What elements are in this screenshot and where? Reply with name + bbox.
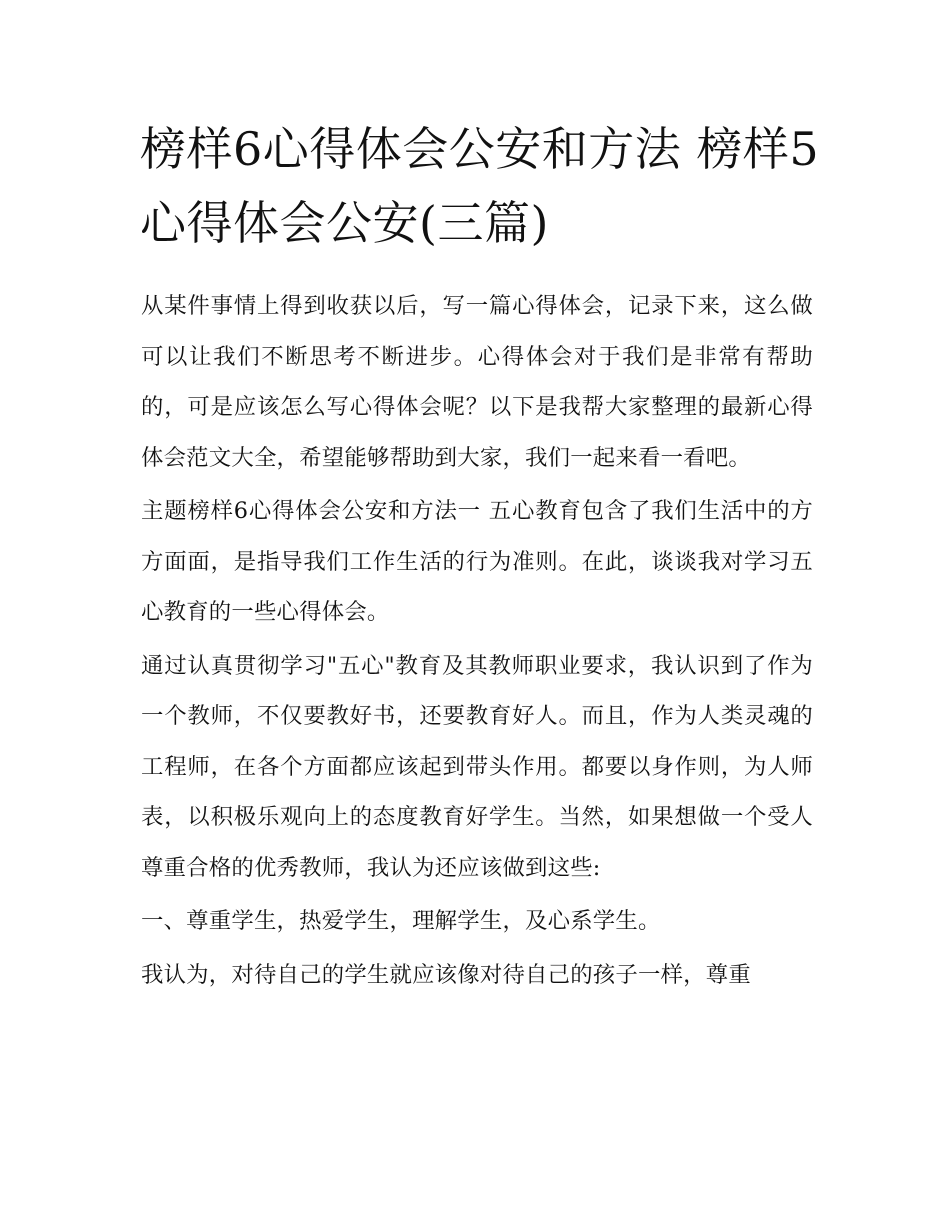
paragraph-point-one: 一、尊重学生，热爱学生，理解学生，及心系学生。 (141, 908, 661, 934)
paragraph-intro: 从某件事情上得到收获以后，写一篇心得体会，记录下来，这么做可以让我们不断思考不断进步。心得体会对于我们是非常有帮助的，可是应该怎么写心得体会呢？以下是我帮大家整理的最新心得体会范文大全，希望能够帮助到大家，我们一起来看一看吧。 (141, 293, 813, 471)
paragraph-respect: 我认为，对待自己的学生就应该像对待自己的孩子一样，尊重 (141, 961, 751, 988)
paragraph-study: 通过认真贯彻学习"五心"教育及其教师职业要求，我认识到了作为一个教师，不仅要教好书，还要教育好人。而且，作为人类灵魂的工程师，在各个方面都应该起到带头作用。都要以身作则，为人师表，以积极乐观向上的态度教育好学生。当然，如果想做一个受人尊重合格的优秀教师，我认为还应该做到这些: (141, 652, 813, 881)
document-title: 榜样6心得体会公安和方法 榜样5心得体会公安(三篇) (140, 122, 820, 250)
paragraph-topic: 主题榜样6心得体会公安和方法一 五心教育包含了我们生活中的方方面面，是指导我们工作生活的行为准则。在此，谈谈我对学习五心教育的一些心得体会。 (141, 498, 813, 625)
document-body (141, 281, 813, 1003)
